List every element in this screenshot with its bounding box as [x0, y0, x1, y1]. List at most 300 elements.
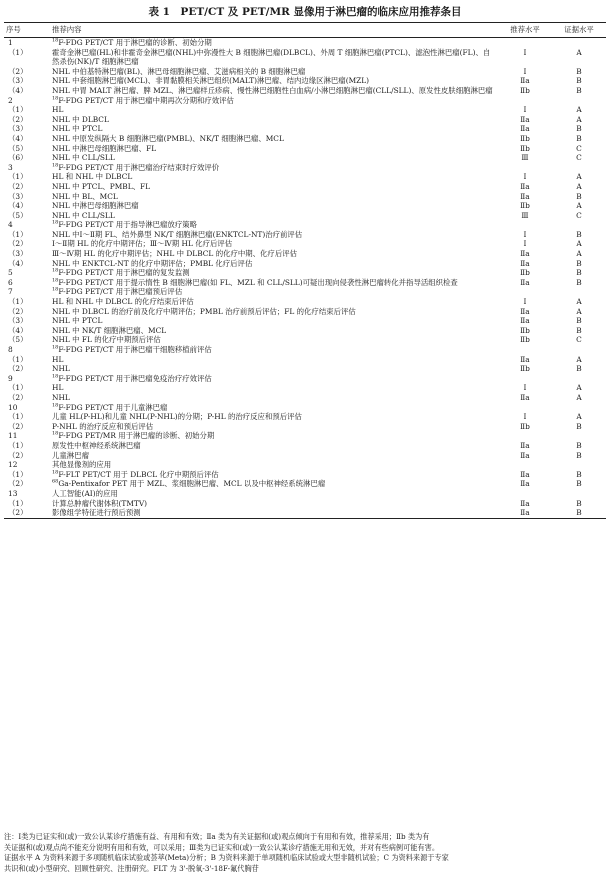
- row-index: （1）: [8, 469, 28, 479]
- row-content: [50, 259, 498, 269]
- row-index: （1）: [8, 440, 28, 450]
- header-evidence-level: 证据水平: [564, 25, 594, 35]
- content-text: HL: [52, 383, 64, 393]
- isotope-mass: 18: [52, 469, 59, 476]
- row-index: （1）: [8, 105, 28, 115]
- recommendation-level: Ⅰ: [523, 383, 527, 393]
- content-text: HL 和 NHL 中 DLBCL 的化疗结束后评估: [52, 297, 194, 307]
- evidence-level: A: [576, 201, 582, 211]
- isotope-mass: 18: [52, 277, 59, 284]
- table-row: [4, 412, 606, 422]
- row-content: [50, 249, 498, 259]
- recommendation-level: Ⅱa: [520, 191, 530, 201]
- evidence-level: B: [576, 364, 582, 374]
- evidence-level: B: [576, 229, 582, 239]
- recommendation-level: Ⅰ: [523, 105, 527, 115]
- evidence-level: A: [576, 392, 582, 402]
- row-content: [50, 451, 498, 461]
- table-row: [4, 326, 606, 336]
- row-index: （5）: [8, 335, 28, 345]
- table-row: [4, 144, 606, 154]
- evidence-level: A: [576, 306, 582, 316]
- evidence-level: [552, 163, 606, 173]
- content-text: 其他显像剂的应用: [52, 460, 112, 470]
- row-content: [50, 489, 498, 499]
- evidence-level: B: [576, 258, 582, 268]
- evidence-level: B: [576, 479, 582, 489]
- row-index: （2）: [8, 66, 28, 76]
- evidence-level: A: [576, 249, 582, 259]
- evidence-level: B: [576, 421, 582, 431]
- evidence-level: [552, 220, 606, 230]
- evidence-level: A: [576, 239, 582, 249]
- row-content: [50, 134, 498, 144]
- content-text: Ⅲ～Ⅳ期 HL 的化疗中期评估；NHL 中 DLBCL 的化疗中期、化疗后评估: [52, 249, 297, 259]
- row-content: [50, 76, 498, 86]
- row-index: （1）: [8, 498, 28, 508]
- content-text: F-FDG PET/CT 用于淋巴瘤预后评估: [58, 287, 183, 297]
- recommendation-level: Ⅰ: [523, 412, 527, 422]
- content-text: NHL 中 CLL/SLL: [52, 153, 115, 163]
- content-text: NHL 中伯基特淋巴瘤(BL)、淋巴母细胞淋巴瘤、艾滋病相关的 B 细胞淋巴瘤: [52, 66, 306, 76]
- recommendation-level: [498, 460, 552, 470]
- row-index: （1）: [8, 383, 28, 393]
- evidence-level: A: [576, 383, 582, 393]
- recommendation-level: [498, 287, 552, 297]
- content-text: HL: [52, 354, 64, 364]
- content-text: NHL: [52, 392, 70, 402]
- isotope-mass: 18: [52, 286, 59, 293]
- recommendation-level: Ⅱa: [520, 508, 530, 518]
- evidence-level: B: [576, 469, 582, 479]
- isotope-mass: 18: [52, 373, 59, 380]
- evidence-level: A: [576, 354, 582, 364]
- row-index: 7: [8, 287, 13, 297]
- recommendation-level: Ⅱa: [520, 114, 530, 124]
- row-index: （4）: [8, 85, 28, 95]
- evidence-level: A: [576, 297, 582, 307]
- row-index: （2）: [8, 421, 28, 431]
- section-row: [4, 287, 606, 297]
- recommendation-level: [498, 345, 552, 355]
- header-index: 序号: [6, 25, 21, 35]
- table-row: [4, 422, 606, 432]
- header-content: 推荐内容: [52, 25, 82, 35]
- content-text: 人工智能(AI)的应用: [52, 488, 118, 498]
- recommendation-level: [498, 403, 552, 413]
- section-row: [4, 220, 606, 230]
- row-index: 6: [8, 277, 13, 287]
- recommendation-level: Ⅰ: [523, 66, 527, 76]
- recommendation-level: Ⅱa: [520, 450, 530, 460]
- table-row: [4, 115, 606, 125]
- recommendation-level: Ⅱb: [520, 325, 530, 335]
- row-index: （2）: [8, 306, 28, 316]
- row-index: （4）: [8, 133, 28, 143]
- section-row: [4, 489, 606, 499]
- content-text: 儿童淋巴瘤: [52, 450, 89, 460]
- row-content: [50, 297, 498, 307]
- isotope-mass: 18: [52, 37, 59, 44]
- table-row: [4, 508, 606, 518]
- recommendation-table: [4, 22, 606, 519]
- recommendation-level: Ⅱa: [520, 249, 530, 259]
- row-content: [50, 67, 498, 77]
- row-content: [50, 220, 498, 230]
- table-row: [4, 172, 606, 182]
- table-row: [4, 48, 606, 67]
- content-text: F-FDG PET/CT 用于淋巴瘤免疫治疗疗效评估: [58, 373, 212, 383]
- row-content: [50, 211, 498, 221]
- row-content: [50, 144, 498, 154]
- table-body: [4, 38, 606, 519]
- table-header-row: [4, 23, 606, 38]
- row-content: [50, 48, 498, 67]
- content-text: NHL 中原发纵隔大 B 细胞淋巴瘤(PMBL)、NK/T 细胞淋巴瘤、MCL: [52, 133, 284, 143]
- section-row: [4, 403, 606, 413]
- row-index: （4）: [8, 201, 28, 211]
- content-text: F-FDG PET/CT 用于指导淋巴瘤放疗策略: [58, 220, 197, 230]
- row-content: [50, 479, 498, 489]
- row-content: [50, 364, 498, 374]
- row-content: [50, 201, 498, 211]
- table-row: [4, 307, 606, 317]
- evidence-level: B: [576, 76, 582, 86]
- row-content: [50, 287, 498, 297]
- row-index: 12: [8, 460, 18, 470]
- recommendation-level: Ⅱb: [520, 335, 530, 345]
- recommendation-level: Ⅰ: [523, 47, 527, 57]
- content-text: HL: [52, 105, 64, 115]
- evidence-level: B: [576, 277, 582, 287]
- row-index: （2）: [8, 239, 28, 249]
- isotope-mass: 18: [52, 267, 59, 274]
- row-index: （2）: [8, 181, 28, 191]
- evidence-level: B: [576, 508, 582, 518]
- recommendation-level: Ⅱb: [520, 268, 530, 278]
- row-index: （1）: [8, 412, 28, 422]
- content-text: NHL 中淋巴母细胞淋巴瘤: [52, 201, 139, 211]
- section-row: [4, 278, 606, 288]
- row-index: （5）: [8, 143, 28, 153]
- row-content: [50, 441, 498, 451]
- table-row: [4, 182, 606, 192]
- evidence-level: A: [576, 47, 582, 57]
- evidence-level: B: [576, 325, 582, 335]
- recommendation-level: Ⅱa: [520, 469, 530, 479]
- row-content: [50, 403, 498, 413]
- recommendation-level: [498, 163, 552, 173]
- row-content: [50, 115, 498, 125]
- content-text: NHL 中 CLL/SLL: [52, 210, 115, 220]
- evidence-level: B: [576, 440, 582, 450]
- content-text: F-FDG PET/CT 用于儿童淋巴瘤: [58, 402, 168, 412]
- table-row: [4, 134, 606, 144]
- recommendation-level: Ⅰ: [523, 229, 527, 239]
- table-row: [4, 393, 606, 403]
- section-row: [4, 460, 606, 470]
- recommendation-level: Ⅱb: [520, 143, 530, 153]
- recommendation-level: Ⅱa: [520, 479, 530, 489]
- content-text: NHL 中 ENKTCL-NT 的化疗中期评估；PMBL 化疗后评估: [52, 258, 253, 268]
- row-index: （5）: [8, 210, 28, 220]
- row-index: （1）: [8, 47, 28, 57]
- isotope-mass: 18: [52, 219, 59, 226]
- section-row: [4, 96, 606, 106]
- recommendation-level: Ⅱb: [520, 421, 530, 431]
- recommendation-level: Ⅱa: [520, 181, 530, 191]
- evidence-level: [552, 431, 606, 441]
- recommendation-level: Ⅱa: [520, 306, 530, 316]
- row-content: [50, 316, 498, 326]
- content-text: NHL 中 DLBCL: [52, 114, 109, 124]
- row-content: [50, 326, 498, 336]
- footnote-line: 注：Ⅰ类为已证实和(或)一致公认某诊疗措施有益、有用和有效；Ⅱa 类为有关证据和(或)观点倾向于有用和有效，推荐采用；Ⅱb 类为有: [4, 832, 430, 841]
- row-content: [50, 192, 498, 202]
- content-text: Ⅰ～Ⅱ期 HL 的化疗中期评估；Ⅲ～Ⅳ期 HL 化疗后评估: [52, 239, 233, 249]
- isotope-mass: 18: [52, 162, 59, 169]
- evidence-level: [552, 96, 606, 106]
- content-text: 儿童 HL(P-HL)和儿童 NHL(P-NHL)的分期；P-HL 的治疗反应和预后评估: [52, 412, 302, 422]
- row-index: （4）: [8, 258, 28, 268]
- content-text: F-FDG PET/CT 用于淋巴瘤干细胞移植前评估: [58, 345, 212, 354]
- recommendation-level: Ⅱb: [520, 364, 530, 374]
- content-text: F-FDG PET/CT 用于淋巴瘤的复发监测: [58, 268, 190, 278]
- recommendation-level: Ⅱa: [520, 316, 530, 326]
- row-content: [50, 268, 498, 278]
- evidence-level: A: [576, 114, 582, 124]
- row-content: [50, 182, 498, 192]
- row-index: （2）: [8, 450, 28, 460]
- table-row: [4, 124, 606, 134]
- recommendation-level: Ⅱa: [520, 124, 530, 134]
- row-content: [50, 307, 498, 317]
- row-content: [50, 374, 498, 384]
- table-row: [4, 451, 606, 461]
- row-content: [50, 393, 498, 403]
- isotope-mass: 18: [52, 430, 59, 437]
- section-row: [4, 345, 606, 355]
- row-content: [50, 345, 498, 355]
- section-row: [4, 38, 606, 48]
- table-row: [4, 470, 606, 480]
- table-row: [4, 479, 606, 489]
- row-index: 10: [8, 402, 18, 412]
- table-row: [4, 211, 606, 221]
- isotope-mass: 18: [52, 95, 59, 102]
- row-index: 8: [8, 345, 13, 354]
- recommendation-level: Ⅰ: [523, 297, 527, 307]
- table-row: [4, 192, 606, 202]
- recommendation-level: Ⅱa: [520, 76, 530, 86]
- row-index: （3）: [8, 124, 28, 134]
- row-index: 1: [8, 38, 13, 47]
- section-row: [4, 431, 606, 441]
- table-title: 表 1 PET/CT 及 PET/MR 显像用于淋巴瘤的临床应用推荐条目: [148, 6, 462, 18]
- content-text: NHL 中套细胞淋巴瘤(MCL)、非胃黏膜相关淋巴组织(MALT)淋巴瘤、结内边缘区淋巴瘤(MZL): [52, 76, 370, 86]
- row-index: （2）: [8, 114, 28, 124]
- evidence-level: B: [576, 450, 582, 460]
- content-text: HL 和 NHL 中 DLBCL: [52, 172, 133, 182]
- row-index: 11: [8, 431, 18, 441]
- row-content: [50, 96, 498, 106]
- evidence-level: [552, 403, 606, 413]
- content-text: Ga-Pentixafor PET 用于 MZL、浆细胞淋巴瘤、MCL 以及中枢神经系统淋巴瘤: [58, 479, 326, 489]
- table-footnote: [4, 832, 606, 874]
- table-row: [4, 105, 606, 115]
- recommendation-level: Ⅱa: [520, 277, 530, 287]
- content-text: NHL 中 NK/T 细胞淋巴瘤、MCL: [52, 325, 167, 335]
- recommendation-level: Ⅱa: [520, 258, 530, 268]
- row-content: [50, 335, 498, 345]
- content-text: NHL 中 BL、MCL: [52, 191, 118, 201]
- row-index: 5: [8, 268, 13, 278]
- evidence-level: B: [576, 124, 582, 134]
- content-text: F-FDG PET/CT 用于淋巴瘤中期再次分期和疗效评估: [58, 95, 234, 105]
- row-content: [50, 124, 498, 134]
- content-text: 影像组学特征进行预后预测: [52, 508, 141, 518]
- header-recommendation-level: 推荐水平: [510, 25, 540, 35]
- recommendation-level: Ⅱa: [520, 392, 530, 402]
- isotope-mass: 68: [52, 478, 59, 485]
- recommendation-level: Ⅰ: [523, 239, 527, 249]
- row-content: [50, 412, 498, 422]
- recommendation-level: [498, 220, 552, 230]
- content-text: F-FDG PET/CT 用于淋巴瘤的诊断、初始分期: [58, 38, 212, 47]
- row-index: （1）: [8, 354, 28, 364]
- section-row: [4, 374, 606, 384]
- row-index: （4）: [8, 325, 28, 335]
- content-text: F-FDG PET/CT 用于淋巴瘤治疗结束时疗效评价: [58, 162, 220, 172]
- content-text: 计算总肿瘤代谢体积(TMTV): [52, 498, 148, 508]
- content-text: NHL 中 PTCL、PMBL、FL: [52, 181, 151, 191]
- evidence-level: B: [576, 498, 582, 508]
- recommendation-level: Ⅱb: [520, 201, 530, 211]
- table-row: [4, 230, 606, 240]
- recommendation-level: [498, 38, 552, 48]
- row-content: [50, 460, 498, 470]
- row-content: [50, 355, 498, 365]
- table-row: [4, 355, 606, 365]
- row-index: （2）: [8, 508, 28, 518]
- evidence-level: [552, 460, 606, 470]
- content-text: P-NHL 的治疗反应和预后评估: [52, 421, 154, 431]
- evidence-level: [552, 345, 606, 355]
- row-content: [50, 383, 498, 393]
- row-index: （2）: [8, 392, 28, 402]
- evidence-level: [552, 38, 606, 48]
- row-content: [50, 422, 498, 432]
- content-text: F-FDG PET/CT 用于提示惰性 B 细胞淋巴瘤(如 FL、MZL 和 CLL/SLL)可疑出现向侵袭性淋巴瘤转化并指导活组织检查: [58, 277, 458, 287]
- row-content: [50, 499, 498, 509]
- table-row: [4, 316, 606, 326]
- recommendation-level: Ⅲ: [521, 210, 529, 220]
- content-text: NHL 中 PTCL: [52, 316, 103, 326]
- row-content: [50, 470, 498, 480]
- evidence-level: B: [576, 191, 582, 201]
- evidence-level: B: [576, 268, 582, 278]
- row-content: [50, 431, 498, 441]
- evidence-level: A: [576, 105, 582, 115]
- content-text: NHL 中胃 MALT 淋巴瘤、脾 MZL、淋巴瘤样丘疹病、慢性淋巴细胞性白血病/小淋巴细胞淋巴瘤(CLL/SLL)、原发性皮肤细胞淋巴瘤: [52, 85, 493, 95]
- row-index: 13: [8, 488, 18, 498]
- row-index: （6）: [8, 153, 28, 163]
- table-row: [4, 259, 606, 269]
- evidence-level: [552, 287, 606, 297]
- content-text: F-FLT PET/CT 用于 DLBCL 化疗中期预后评估: [58, 469, 219, 479]
- recommendation-level: Ⅰ: [523, 172, 527, 182]
- table-row: [4, 67, 606, 77]
- evidence-level: [552, 489, 606, 499]
- recommendation-level: [498, 489, 552, 499]
- evidence-level: A: [576, 172, 582, 182]
- row-index: （2）: [8, 364, 28, 374]
- recommendation-level: Ⅲ: [521, 153, 529, 163]
- section-row: [4, 268, 606, 278]
- row-index: 3: [8, 162, 13, 172]
- evidence-level: C: [576, 210, 582, 220]
- row-index: （3）: [8, 316, 28, 326]
- table-row: [4, 335, 606, 345]
- table-row: [4, 76, 606, 86]
- table-row: [4, 383, 606, 393]
- evidence-level: C: [576, 153, 582, 163]
- evidence-level: B: [576, 133, 582, 143]
- footnote-line: 证据水平 A 为资料来源于多项随机临床试验或荟萃(Meta)分析；B 为资料来源于单项随机临床试验或大型非随机试验；C 为资料来源于专家: [4, 853, 449, 862]
- recommendation-level: [498, 431, 552, 441]
- row-index: （3）: [8, 76, 28, 86]
- evidence-level: A: [576, 181, 582, 191]
- row-content: [50, 86, 498, 96]
- content-text: NHL 中 PTCL: [52, 124, 103, 134]
- recommendation-level: Ⅱb: [520, 133, 530, 143]
- row-index: 9: [8, 373, 13, 383]
- footnote-line: 共识和(或)小型研究、回顾性研究、注册研究。FLT 为 3'-脱氧-3'-18F-氟代胸苷: [4, 863, 259, 873]
- row-content: [50, 38, 498, 48]
- content-text: NHL 中淋巴母细胞淋巴瘤、FL: [52, 143, 157, 153]
- row-content: [50, 278, 498, 288]
- recommendation-level: [498, 374, 552, 384]
- table-row: [4, 86, 606, 96]
- evidence-level: B: [576, 66, 582, 76]
- content-text: F-FDG PET/MR 用于淋巴瘤的诊断、初始分期: [58, 431, 215, 441]
- content-text: 原发性中枢神经系统淋巴瘤: [52, 440, 141, 450]
- content-text: NHL 中 DLBCL 的治疗前及化疗中期评估；PMBL 治疗前预后评估；FL 的化疗结束后评估: [52, 306, 356, 316]
- row-content: [50, 153, 498, 163]
- evidence-level: A: [576, 412, 582, 422]
- content-text: 霍奇金淋巴瘤(HL)和非霍奇金淋巴瘤(NHL)中弥漫性大 B 细胞淋巴瘤(DLBCL)、外周 T 细胞淋巴瘤(PTCL)、滤泡性淋巴瘤(FL)、自然杀伤(NK)/T 细胞淋巴瘤: [52, 47, 491, 67]
- content-text: NHL: [52, 364, 70, 374]
- table-row: [4, 364, 606, 374]
- evidence-level: B: [576, 316, 582, 326]
- content-text: NHL 中Ⅰ～Ⅱ期 FL、结外鼻型 NK/T 细胞淋巴瘤(ENKTCL-NT)治疗前评估: [52, 229, 303, 239]
- content-text: NHL 中 FL 的化疗中期预后评估: [52, 335, 161, 345]
- row-index: （1）: [8, 297, 28, 307]
- row-content: [50, 163, 498, 173]
- row-index: 2: [8, 95, 13, 105]
- recommendation-level: Ⅱa: [520, 354, 530, 364]
- table-row: [4, 201, 606, 211]
- table-row: [4, 499, 606, 509]
- row-content: [50, 105, 498, 115]
- table-row: [4, 249, 606, 259]
- recommendation-level: Ⅱb: [520, 85, 530, 95]
- row-content: [50, 230, 498, 240]
- evidence-level: C: [576, 143, 582, 153]
- recommendation-level: Ⅱa: [520, 498, 530, 508]
- recommendation-level: Ⅱa: [520, 440, 530, 450]
- table-row: [4, 441, 606, 451]
